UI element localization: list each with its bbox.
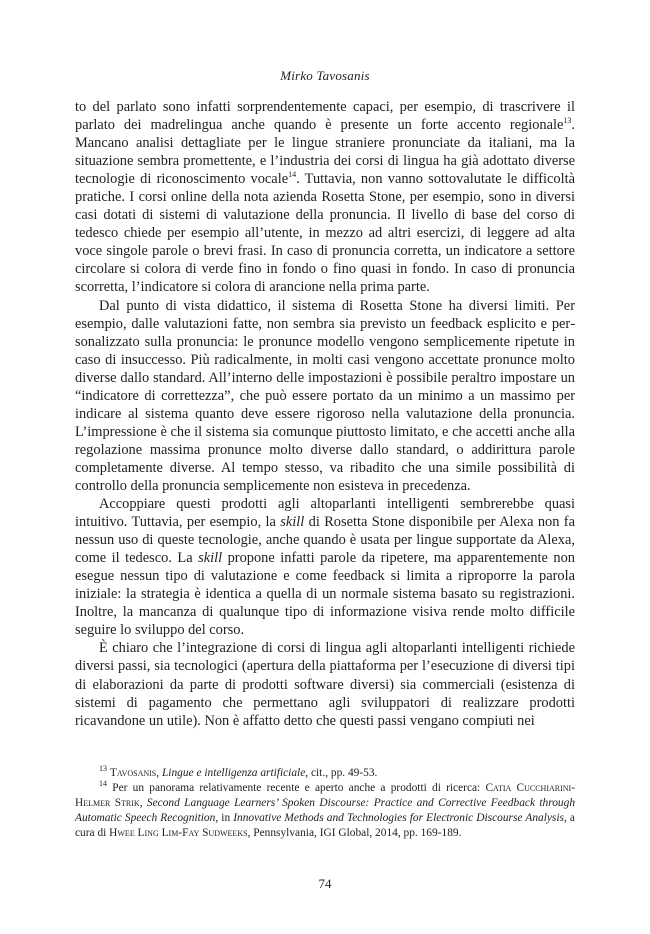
- running-head: Mirko Tavosanis: [280, 68, 370, 83]
- paragraph-3: Accoppiare questi prodotti agli altoparlanti intelligenti sembrerebbe quasi intuitivo. Tuttavia, per esempio, la skill di Rosetta Stone disponibile per Alexa non fa nessun uso di queste tecnologie, anche quando è usata per lingue supportate da Alexa, come il tedesco. La skill propone infatti parole da ripetere, ma apparentemente non esegue nessun tipo di valutazione e come feedback si limita a riproporre la parola iniziale: la strategia è identica a quella di un normale sistema basato su registrazioni. Inoltre, la mancanza di qualunque tipo di informazione visiva rende molto difficile seguire lo sviluppo del corso.: [75, 496, 575, 639]
- paragraph-2: Dal punto di vista didattico, il sistema di Rosetta Stone ha diversi limiti. Per esempio, dalle valutazioni fatte, non sembra sia previsto un feedback esplicito e personalizzato sulla pronuncia: le pronunce modello vengono semplicemente ripetute in caso di insuccesso. Più radicalmente, in molti casi vengono accettate pronunce molto diverse dallo standard. All’interno delle impostazioni è possibile peraltro impostare un “indicatore di correttezza”, che può essere portato da un minimo a un massimo per indicare al sistema quanto deve essere rigoroso nella valutazione della pronuncia. L’impressione è che il sistema sia comunque piuttosto limitato, e che accetti anche alla regolazione massima pronunce molto diverse dallo standard, o addirittura parole completamente diverse. Al tempo stesso, va ribadito che una simile possibilità di controllo della pronuncia semplicemente non esisteva in precedenza.: [75, 297, 575, 494]
- paragraph-4: È chiaro che l’integrazione di corsi di lingua agli altoparlanti intelligenti richiede diversi passi, sia tecnologici (apertura della piattaforma per l’esecuzione di diversi tipi di elaborazioni da parte di prodotti software diversi) sia commerciali (esistenza di sistemi di pagamento che permettano agli sviluppatori di realizzare prodotti ricavandone un utile). Non è affatto detto che questi passi vengano compiuti nei: [75, 640, 575, 729]
- paragraph-1: to del parlato sono infatti sorprendentemente capaci, per esempio, di trascrivere il parlato dei madrelingua anche quando è presente un forte accento regionale$^{13}$. Mancano analisi dettagliate per le lingue straniere pronunciate da italiani, ma la situazione sembra promettente, e l’industria dei corsi di lingua ha già adottato diverse tecnologie di riconoscimento vocale$^{14}$. Tuttavia, non vanno sottovalutate le difficoltà pratiche. I corsi online della nota azienda Rosetta Stone, per esempio, sono in diversi casi dotati di sistemi di valutazione della pronuncia. Il livello di base del corso di tedesco chiede per esempio all’utente, in mezzo ad altri esercizi, di leggere ad alta voce singole parole o brevi frasi. In caso di pronuncia corretta, un indicatore a settore circolare si colora di verde fino in fondo o fino quasi in fondo. In caso di pronuncia scorretta, l’indicatore si colora di arancione nella prima parte.: [75, 99, 575, 296]
- skill-term: skill: [198, 550, 223, 567]
- footnotes: [75, 766, 575, 841]
- footnote-ref-13: 13: [563, 116, 572, 126]
- footnote-13: $^{13}$ Tavosanis, Lingue e intelligenza artificiale, cit., pp. 49-53.: [99, 764, 378, 779]
- main-text: [75, 98, 575, 730]
- footnote-14: $^{14}$ Per un panorama relativamente recente e aperto anche a prodotti di ricerca: Catia Cucchiarini-Helmer Strik, Second Language Learners’ Spoken Discourse: Practice and Corrective Feedback through Automatic Speech Recognition, in Innovative Methods and Technologies for Electronic Discourse Analysis, a cura di Hwee Ling Lim-Fay Sudweeks, Pennsylvania, IGI Global, 2014, pp. 169-189.: [75, 779, 576, 839]
- footnote-ref-14: 14: [288, 170, 297, 180]
- page-number: 74: [318, 876, 332, 891]
- skill-term: skill: [280, 514, 305, 531]
